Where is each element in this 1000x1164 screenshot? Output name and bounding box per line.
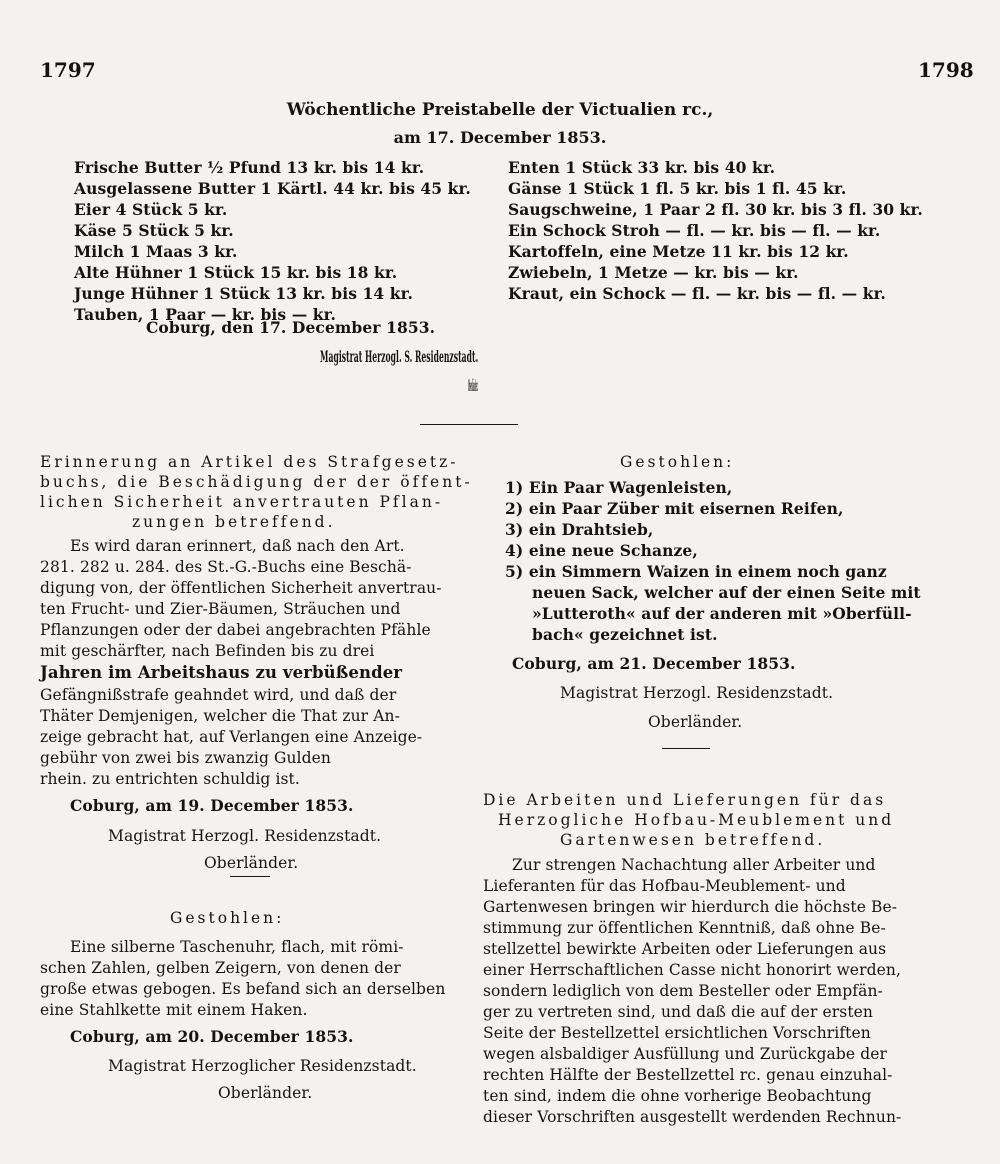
price-table-title: Wöchentliche Preistabelle der Victualien rc.,	[286, 100, 714, 120]
page-number-left: 1797	[40, 58, 96, 82]
price-right-item: Kartoffeln, eine Metze 11 kr. bis 12 kr.	[508, 242, 849, 261]
notice4-body-line: stimmung zur öffentlichen Kenntniß, daß ohne Be-	[483, 919, 886, 937]
notice3-item: 1) Ein Paar Wagenleisten,	[505, 478, 733, 497]
notice3-item: bach« gezeichnet ist.	[532, 625, 718, 644]
notice1-signature: Oberländer.	[204, 854, 299, 872]
notice4-body-line: Gartenwesen bringen wir hierdurch die höchste Be-	[483, 898, 898, 916]
notice1-body-line: mit geschärfter, nach Befinden bis zu drei	[40, 642, 375, 660]
notice4-body-line: stellzettel bewirkte Arbeiten oder Lieferungen aus	[483, 940, 887, 958]
price-table-place-date: Coburg, den 17. December 1853.	[146, 318, 436, 337]
notice3-item: 4) eine neue Schanze,	[505, 541, 698, 560]
notice4-body-line: wegen alsbaldiger Ausfüllung und Zurückgabe der	[483, 1045, 888, 1063]
price-table-date: am 17. December 1853.	[393, 128, 607, 147]
price-left-item: Alte Hühner 1 Stück 15 kr. bis 18 kr.	[74, 263, 398, 282]
notice4-body-line: ger zu vertreten sind, und daß die auf der ersten	[483, 1003, 874, 1021]
notice4-title-line: Die Arbeiten und Lieferungen für das	[483, 791, 887, 809]
notice2-signature: Oberländer.	[218, 1084, 313, 1102]
notice2-authority: Magistrat Herzoglicher Residenzstadt.	[108, 1057, 417, 1075]
notice4-body-line: Lieferanten für das Hofbau-Meublement- und	[483, 877, 846, 895]
notice3-heading: Gestohlen:	[620, 453, 735, 471]
price-right-item: Enten 1 Stück 33 kr. bis 40 kr.	[508, 158, 776, 177]
page-number-right: 1798	[918, 58, 974, 82]
price-left-item: Frische Butter ½ Pfund 13 kr. bis 14 kr.	[74, 158, 425, 177]
section-divider	[230, 876, 270, 877]
notice4-body-line: einer Herrschaftlichen Casse nicht honorirt werden,	[483, 961, 901, 979]
notice4-body-line: dieser Vorschriften ausgestellt werdenden Rechnun-	[483, 1108, 902, 1126]
notice1-body-line: Jahren im Arbeitshaus zu verbüßender	[40, 663, 403, 682]
notice4-body-line: Zur strengen Nachachtung aller Arbeiter und	[512, 856, 876, 874]
notice3-item: 3) ein Drahtsieb,	[505, 520, 654, 539]
notice2-date: Coburg, am 20. December 1853.	[70, 1027, 354, 1046]
notice1-title-line: buchs, die Beschädigung der der öffent-	[40, 473, 473, 491]
notice3-item: 2) ein Paar Züber mit eisernen Reifen,	[505, 499, 844, 518]
notice1-body-line: zeige gebracht hat, auf Verlangen eine Anzeige-	[40, 728, 423, 746]
notice3-signature: Oberländer.	[648, 713, 743, 731]
notice1-title-line: Erinnerung an Artikel des Strafgesetz-	[40, 453, 459, 471]
notice4-body-line: sondern lediglich von dem Besteller oder Empfän-	[483, 982, 883, 1000]
notice4-title-line: Herzogliche Hofbau-Meublement und	[498, 811, 895, 829]
price-table-authority: Magistrat Herzogl. S. Residenzstadt.	[320, 347, 479, 366]
notice4-title-line: Gartenwesen betreffend.	[560, 831, 826, 849]
notice1-body-line: rhein. zu entrichten schuldig ist.	[40, 770, 300, 788]
section-divider	[420, 424, 518, 425]
price-table-signature: Oberländer.	[468, 376, 478, 395]
price-left-item: Eier 4 Stück 5 kr.	[74, 200, 228, 219]
notice2-body-line: Eine silberne Taschenuhr, flach, mit römi-	[70, 938, 404, 956]
notice2-heading: Gestohlen:	[170, 909, 285, 927]
price-right-item: Kraut, ein Schock — fl. — kr. bis — fl. — kr.	[508, 284, 886, 303]
notice1-body-line: Es wird daran erinnert, daß nach den Art.	[70, 537, 405, 555]
price-left-item: Käse 5 Stück 5 kr.	[74, 221, 234, 240]
notice1-body-line: Pflanzungen oder der dabei angebrachten Pfähle	[40, 621, 431, 639]
notice4-body-line: Seite der Bestellzettel ersichtlichen Vorschriften	[483, 1024, 871, 1042]
notice2-body-line: schen Zahlen, gelben Zeigern, von denen der	[40, 959, 401, 977]
notice1-authority: Magistrat Herzogl. Residenzstadt.	[108, 827, 382, 845]
notice1-body-line: Gefängnißstrafe geahndet wird, und daß der	[40, 686, 397, 704]
notice1-body-line: Thäter Demjenigen, welcher die That zur An-	[40, 707, 400, 725]
price-right-item: Gänse 1 Stück 1 fl. 5 kr. bis 1 fl. 45 kr.	[508, 179, 847, 198]
price-left-item: Milch 1 Maas 3 kr.	[74, 242, 238, 261]
notice3-authority: Magistrat Herzogl. Residenzstadt.	[560, 684, 834, 702]
notice1-body-line: digung von, der öffentlichen Sicherheit anvertrau-	[40, 579, 442, 597]
price-left-item: Junge Hühner 1 Stück 13 kr. bis 14 kr.	[74, 284, 413, 303]
notice2-body-line: große etwas gebogen. Es befand sich an derselben	[40, 980, 446, 998]
price-right-item: Saugschweine, 1 Paar 2 fl. 30 kr. bis 3 fl. 30 kr.	[508, 200, 923, 219]
notice3-item: neuen Sack, welcher auf der einen Seite mit	[532, 583, 921, 602]
notice1-title-line: zungen betreffend.	[132, 513, 336, 531]
notice4-body-line: rechten Hälfte der Bestellzettel rc. genau einzuhal-	[483, 1066, 893, 1084]
price-left-item: Tauben, 1 Paar — kr. bis — kr.	[74, 305, 336, 324]
notice1-body-line: gebühr von zwei bis zwanzig Gulden	[40, 749, 331, 767]
notice3-date: Coburg, am 21. December 1853.	[512, 654, 796, 673]
section-divider	[662, 748, 710, 749]
price-left-item: Ausgelassene Butter 1 Kärtl. 44 kr. bis 45 kr.	[74, 179, 471, 198]
notice2-body-line: eine Stahlkette mit einem Haken.	[40, 1001, 308, 1019]
notice3-item: 5) ein Simmern Waizen in einem noch ganz	[505, 562, 887, 581]
notice4-body-line: ten sind, indem die ohne vorherige Beobachtung	[483, 1087, 872, 1105]
price-right-item: Zwiebeln, 1 Metze — kr. bis — kr.	[508, 263, 799, 282]
notice1-body-line: 281. 282 u. 284. des St.-G.-Buchs eine Beschä-	[40, 558, 412, 576]
notice1-title-line: lichen Sicherheit anvertrauten Pflan-	[40, 493, 444, 511]
notice1-date: Coburg, am 19. December 1853.	[70, 796, 354, 815]
notice3-item: »Lutteroth« auf der anderen mit »Oberfüll-	[532, 604, 912, 623]
price-right-item: Ein Schock Stroh — fl. — kr. bis — fl. — kr.	[508, 221, 881, 240]
notice1-body-line: ten Frucht- und Zier-Bäumen, Sträuchen und	[40, 600, 401, 618]
